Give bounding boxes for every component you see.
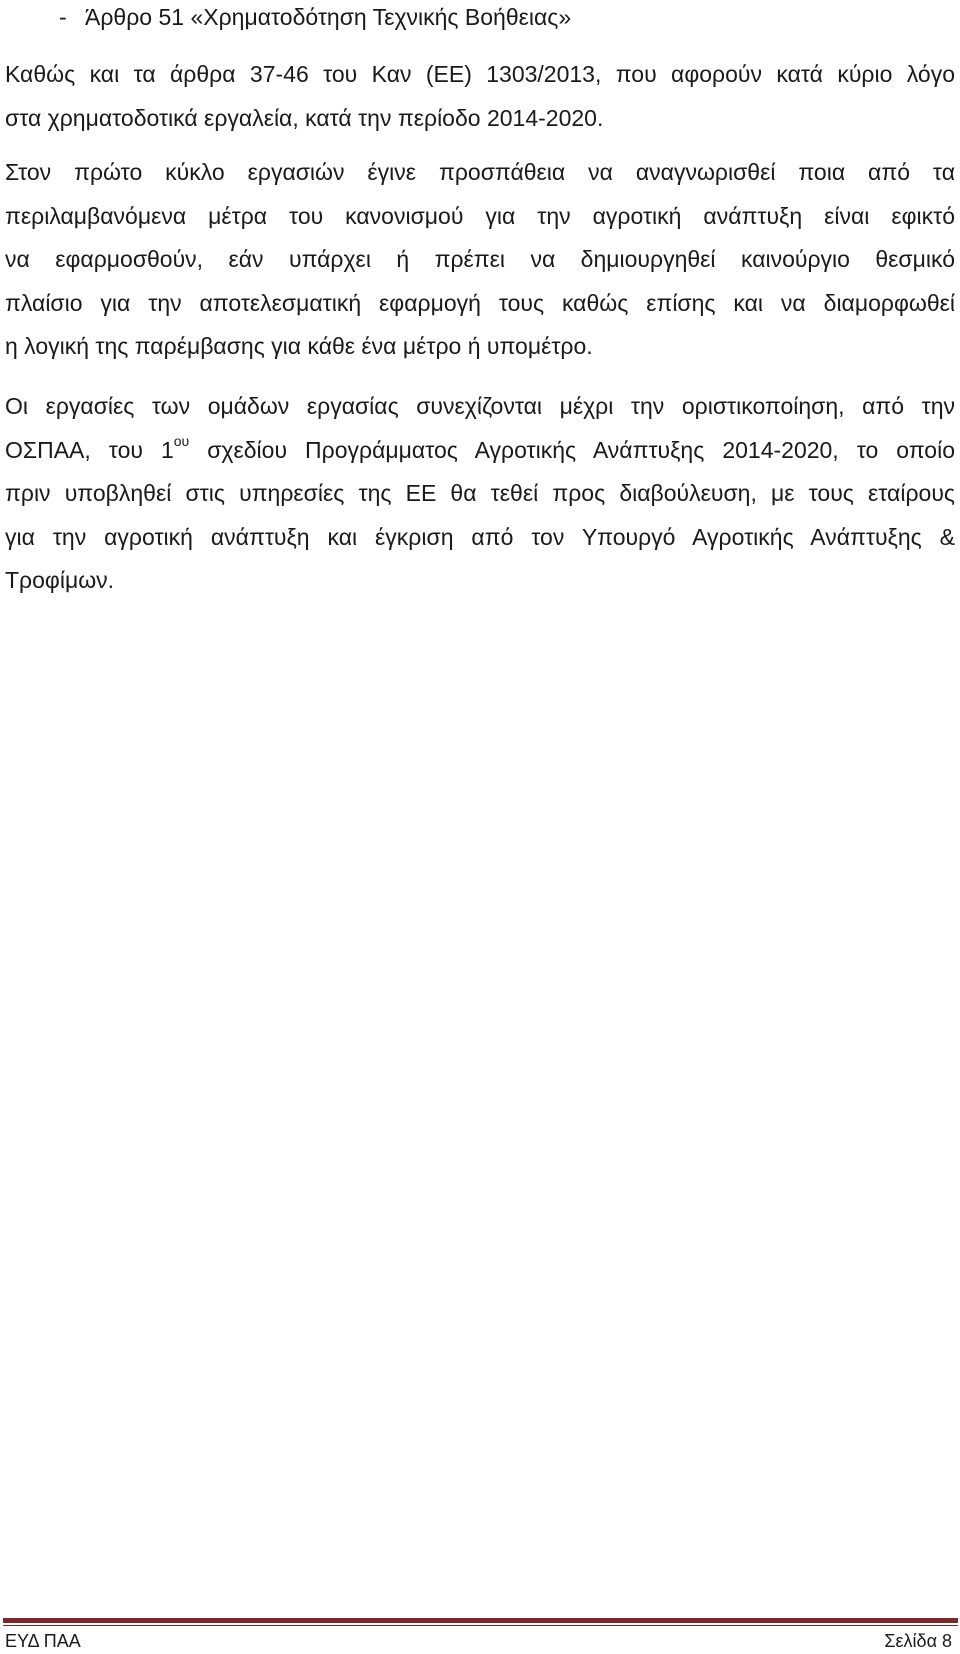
paragraph-line: στα χρηματοδοτικά εργαλεία, κατά την περίοδο 2014-2020. <box>5 104 604 131</box>
paragraph-line: πλαίσιο για την αποτελεσματική εφαρμογή τους καθώς επίσης και να διαμορφωθεί <box>5 289 955 316</box>
paragraph-2 <box>5 151 955 369</box>
paragraph-line: για την αγροτική ανάπτυξη και έγκριση από τον Υπουργό Αγροτικής Ανάπτυξης & <box>5 523 955 550</box>
paragraph-line: περιλαμβανόμενα μέτρα του κανονισμού για την αγροτική ανάπτυξη είναι εφικτό <box>5 202 955 229</box>
paragraph-line: Τροφίμων. <box>5 567 115 593</box>
paragraph-line: η λογική της παρέμβασης για κάθε ένα μέτρο ή υπομέτρο. <box>5 333 593 359</box>
line-text: ΟΣΠΑΑ, του 1 <box>5 436 174 463</box>
footer-divider <box>3 1618 958 1623</box>
paragraph-line <box>5 429 955 473</box>
footer-org-label: ΕΥΔ ΠΑΑ <box>5 1631 81 1651</box>
paragraph-line: Στον πρώτο κύκλο εργασιών έγινε προσπάθεια να αναγνωρισθεί ποια από τα <box>5 159 955 185</box>
footer-divider-thin <box>3 1625 958 1626</box>
bullet-text: Άρθρο 51 «Χρηματοδότηση Τεχνικής Βοήθειας» <box>85 4 572 30</box>
paragraph-1 <box>5 53 955 140</box>
page-number: Σελίδα 8 <box>884 1631 952 1651</box>
paragraph-line: πριν υποβληθεί στις υπηρεσίες της ΕΕ θα τεθεί προς διαβούλευση, με τους εταίρους <box>5 480 955 506</box>
bullet-item <box>5 0 945 34</box>
paragraph-line: να εφαρμοσθούν, εάν υπάρχει ή πρέπει να δημιουργηθεί καινούργιο θεσμικό <box>5 246 955 272</box>
bullet-dash: - <box>59 4 67 30</box>
paragraph-line: Καθώς και τα άρθρα 37-46 του Καν (ΕΕ) 1303/2013, που αφορούν κατά κύριο λόγο <box>5 61 955 87</box>
paragraph-line: Οι εργασίες των ομάδων εργασίας συνεχίζονται μέχρι την οριστικοποίηση, από την <box>5 393 955 419</box>
superscript-ordinal: ου <box>173 432 190 449</box>
line-text: σχεδίου Προγράμματος Αγροτικής Ανάπτυξης 2014-2020, το οποίο <box>189 436 955 463</box>
paragraph-3 <box>5 385 955 603</box>
